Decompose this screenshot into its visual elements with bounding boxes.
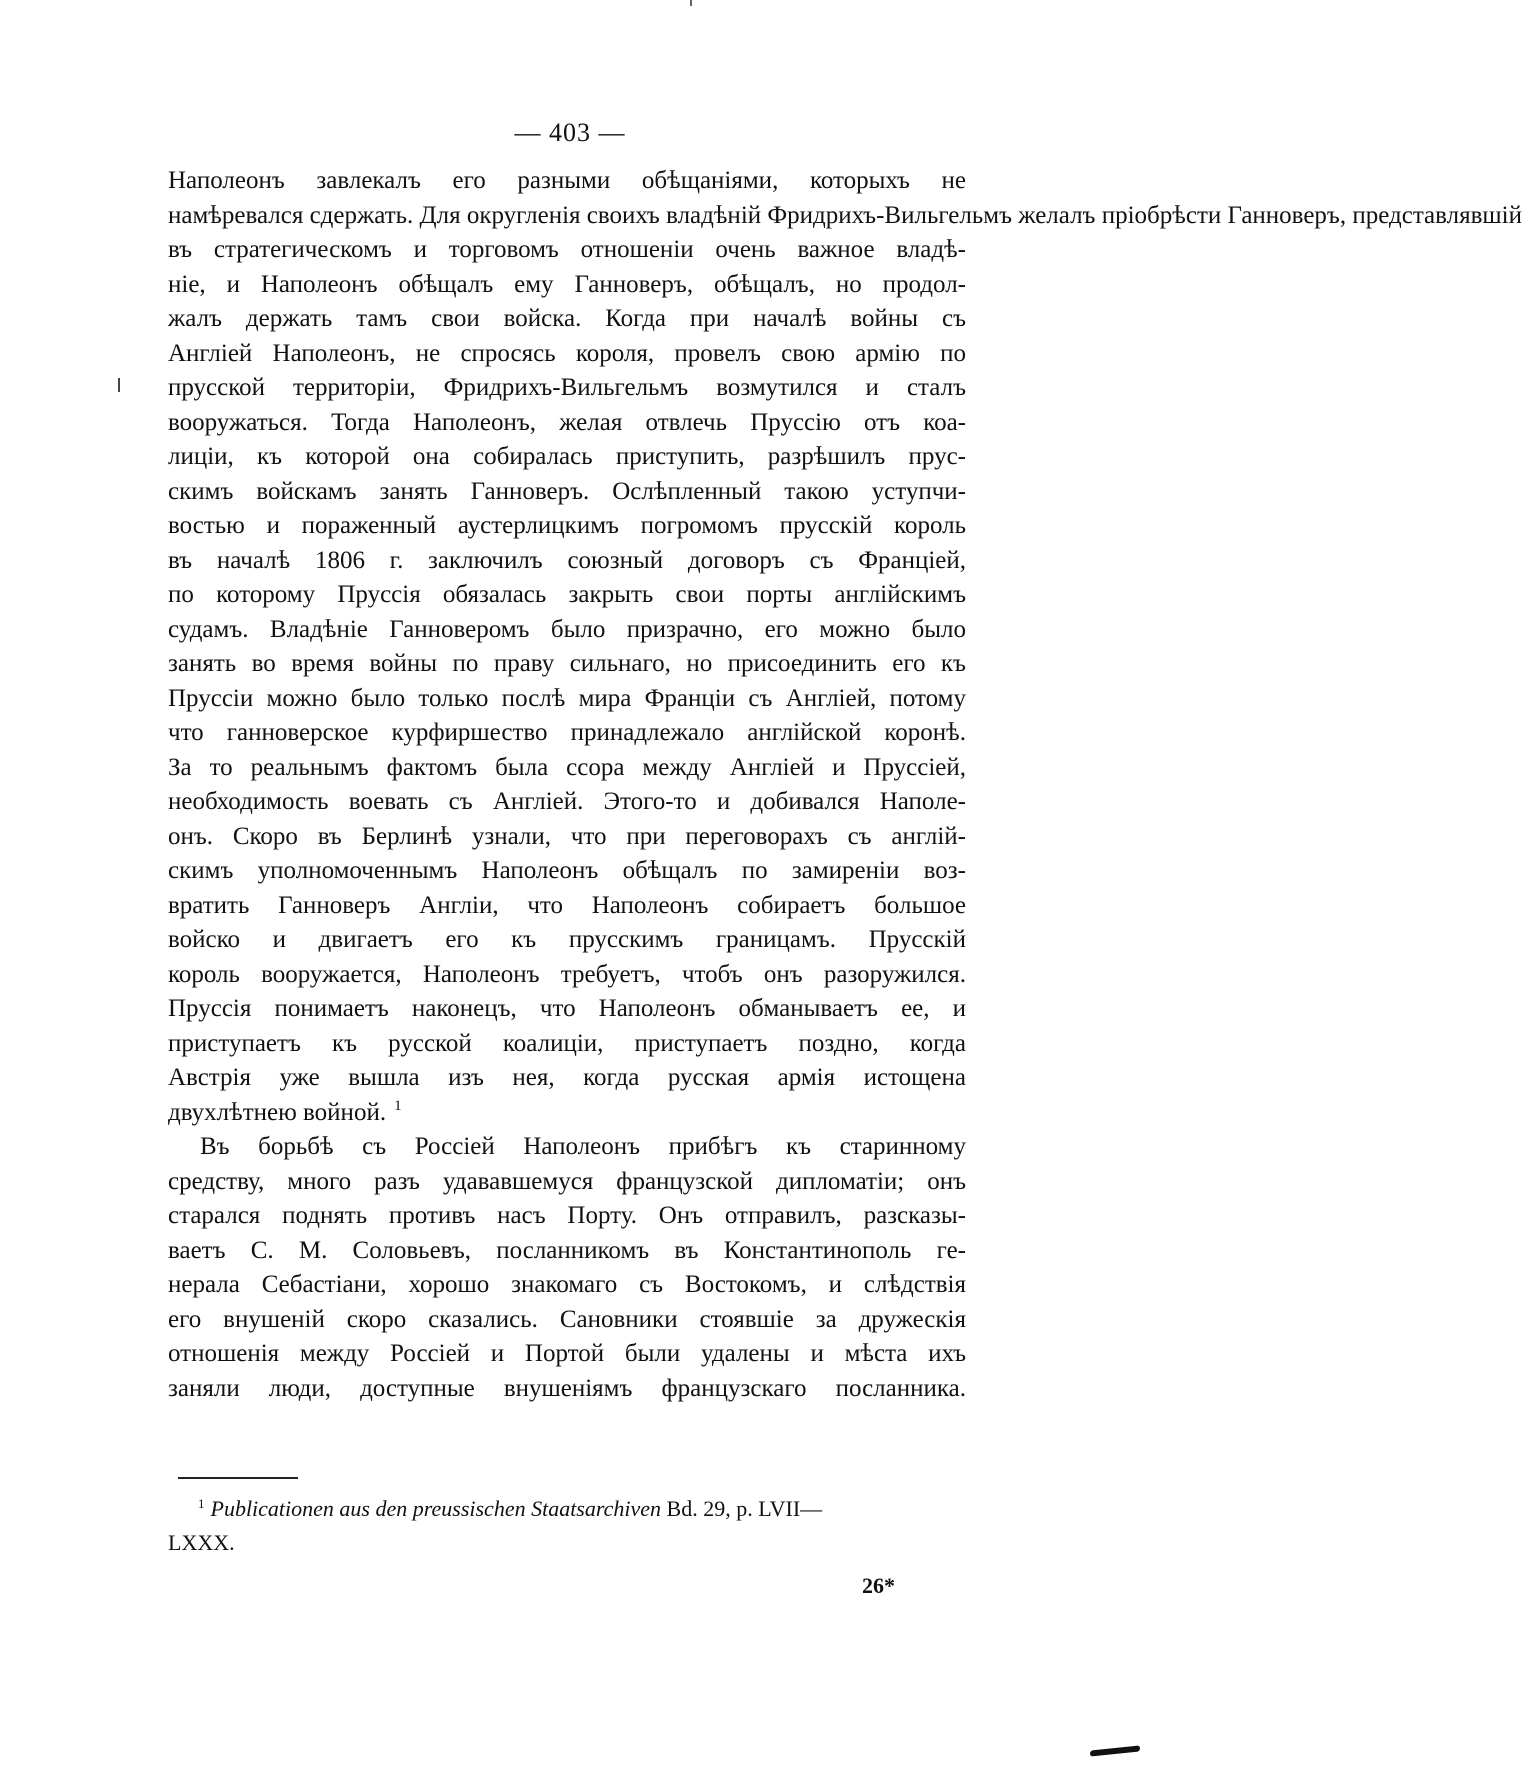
footnote-mark: 1 [198,1495,205,1511]
footnote-line-1 [168,1492,966,1526]
text-line: скимъ войскамъ занять Ганноверъ. Ослѣпленный такою уступчи- [168,477,966,505]
text-line: Пруссіи можно было только послѣ мира Франціи съ Англіей, потому [168,684,966,712]
text-line: въ стратегическомъ и торговомъ отношеніи очень важное владѣ- [168,236,966,263]
text-line: вооружаться. Тогда Наполеонъ, желая отвлечь Пруссію отъ коа- [168,408,966,436]
text-line: войско и двигаетъ его къ прусскимъ границамъ. Прусскій [168,926,966,953]
footnote-source-title: Publicationen aus den preussischen Staatsarchiven [210,1496,662,1521]
text-line: ваетъ С. М. Соловьевъ, посланникомъ въ Константинополь ге- [168,1236,966,1264]
text-line: Пруссія понимаетъ наконецъ, что Наполеонъ обманываетъ ее, и [168,995,966,1022]
printer-signature: 26* [862,1573,895,1598]
text-line: лиціи, къ которой она собиралась приступить, разрѣшилъ прус- [168,443,966,470]
footnote [168,1492,966,1560]
text-line: Наполеонъ завлекалъ его разными обѣщаніями, которыхъ не [168,167,966,194]
text-line: судамъ. Владѣніе Ганноверомъ было призрачно, его можно было [168,615,966,643]
text-line: намѣревался сдержать. Для округленія своихъ владѣній Фридрихъ-Вильгельмъ желалъ пріобрѣсти Ганноверъ, представлявшій [168,201,1522,229]
text-line: жалъ держать тамъ свои войска. Когда при началѣ войны съ [168,305,966,332]
text-line: въ началѣ 1806 г. заключилъ союзный договоръ съ Франціей, [168,546,966,574]
footnote-reference: Bd. 29, p. LVII— [666,1496,823,1521]
text-line: двухлѣтнею войной. $^1$ [168,1098,402,1126]
scan-edge-mark [1090,1745,1140,1756]
text-line: необходимость воевать съ Англіей. Этого-то и добивался Наполе- [168,788,966,815]
text-line: За то реальнымъ фактомъ была ссора между Англіей и Пруссіей, [168,753,966,781]
text-line: заняли люди, доступные внушеніямъ французскаго посланника. [168,1374,966,1402]
text-line: востью и пораженный аустерлицкимъ погромомъ прусскій король [168,512,966,539]
text-line: его внушеній скоро сказались. Сановники стоявшіе за дружескія [168,1305,966,1333]
text-line: Австрія уже вышла изъ нея, когда русская армія истощена [168,1064,966,1091]
text-line: занять во время войны по праву сильнаго, но присоединить его къ [168,650,966,677]
text-line: старался поднять противъ насъ Порту. Онъ отправилъ, разсказы- [168,1202,966,1229]
main-text [168,164,1522,1406]
page-number: — 403 — [514,118,626,147]
footnote-reference-mark: 1 [394,1098,402,1115]
text-line: нерала Себастіани, хорошо знакомаго съ Востокомъ, и слѣдствія [168,1271,966,1298]
text-line: онъ. Скоро въ Берлинѣ узнали, что при переговорахъ съ англій- [168,822,966,850]
footnote-line-2: LXXX. [168,1530,235,1555]
text-line: скимъ уполномоченнымъ Наполеонъ обѣщалъ по замиреніи воз- [168,857,966,884]
text-line: вратить Ганноверъ Англіи, что Наполеонъ собираетъ большое [168,891,966,919]
text-line: Въ борьбѣ съ Россіей Наполеонъ прибѣгъ къ старинному [200,1133,966,1160]
text-line: средству, много разъ удававшемуся французской дипломатіи; онъ [168,1167,966,1195]
text-line: приступаетъ къ русской коалиціи, приступаетъ поздно, когда [168,1029,966,1057]
text-line: Англіей Наполеонъ, не спросясь короля, провелъ свою армію по [168,339,966,367]
text-line: прусской территоріи, Фридрихъ-Вильгельмъ возмутился и сталъ [168,374,966,401]
top-edge-mark [690,0,692,6]
text-line: отношенія между Россіей и Портой были удалены и мѣста ихъ [168,1340,966,1367]
text-line: по которому Пруссія обязалась закрыть свои порты англійскимъ [168,581,966,608]
text-line: что ганноверское курфиршество принадлежало англійской коронѣ. [168,719,966,746]
text-line: ніе, и Наполеонъ обѣщалъ ему Ганноверъ, обѣщалъ, но продол- [168,270,966,298]
margin-mark [118,378,120,392]
footnote-divider [178,1477,298,1479]
text-line: король вооружается, Наполеонъ требуетъ, чтобъ онъ разоружился. [168,960,966,988]
